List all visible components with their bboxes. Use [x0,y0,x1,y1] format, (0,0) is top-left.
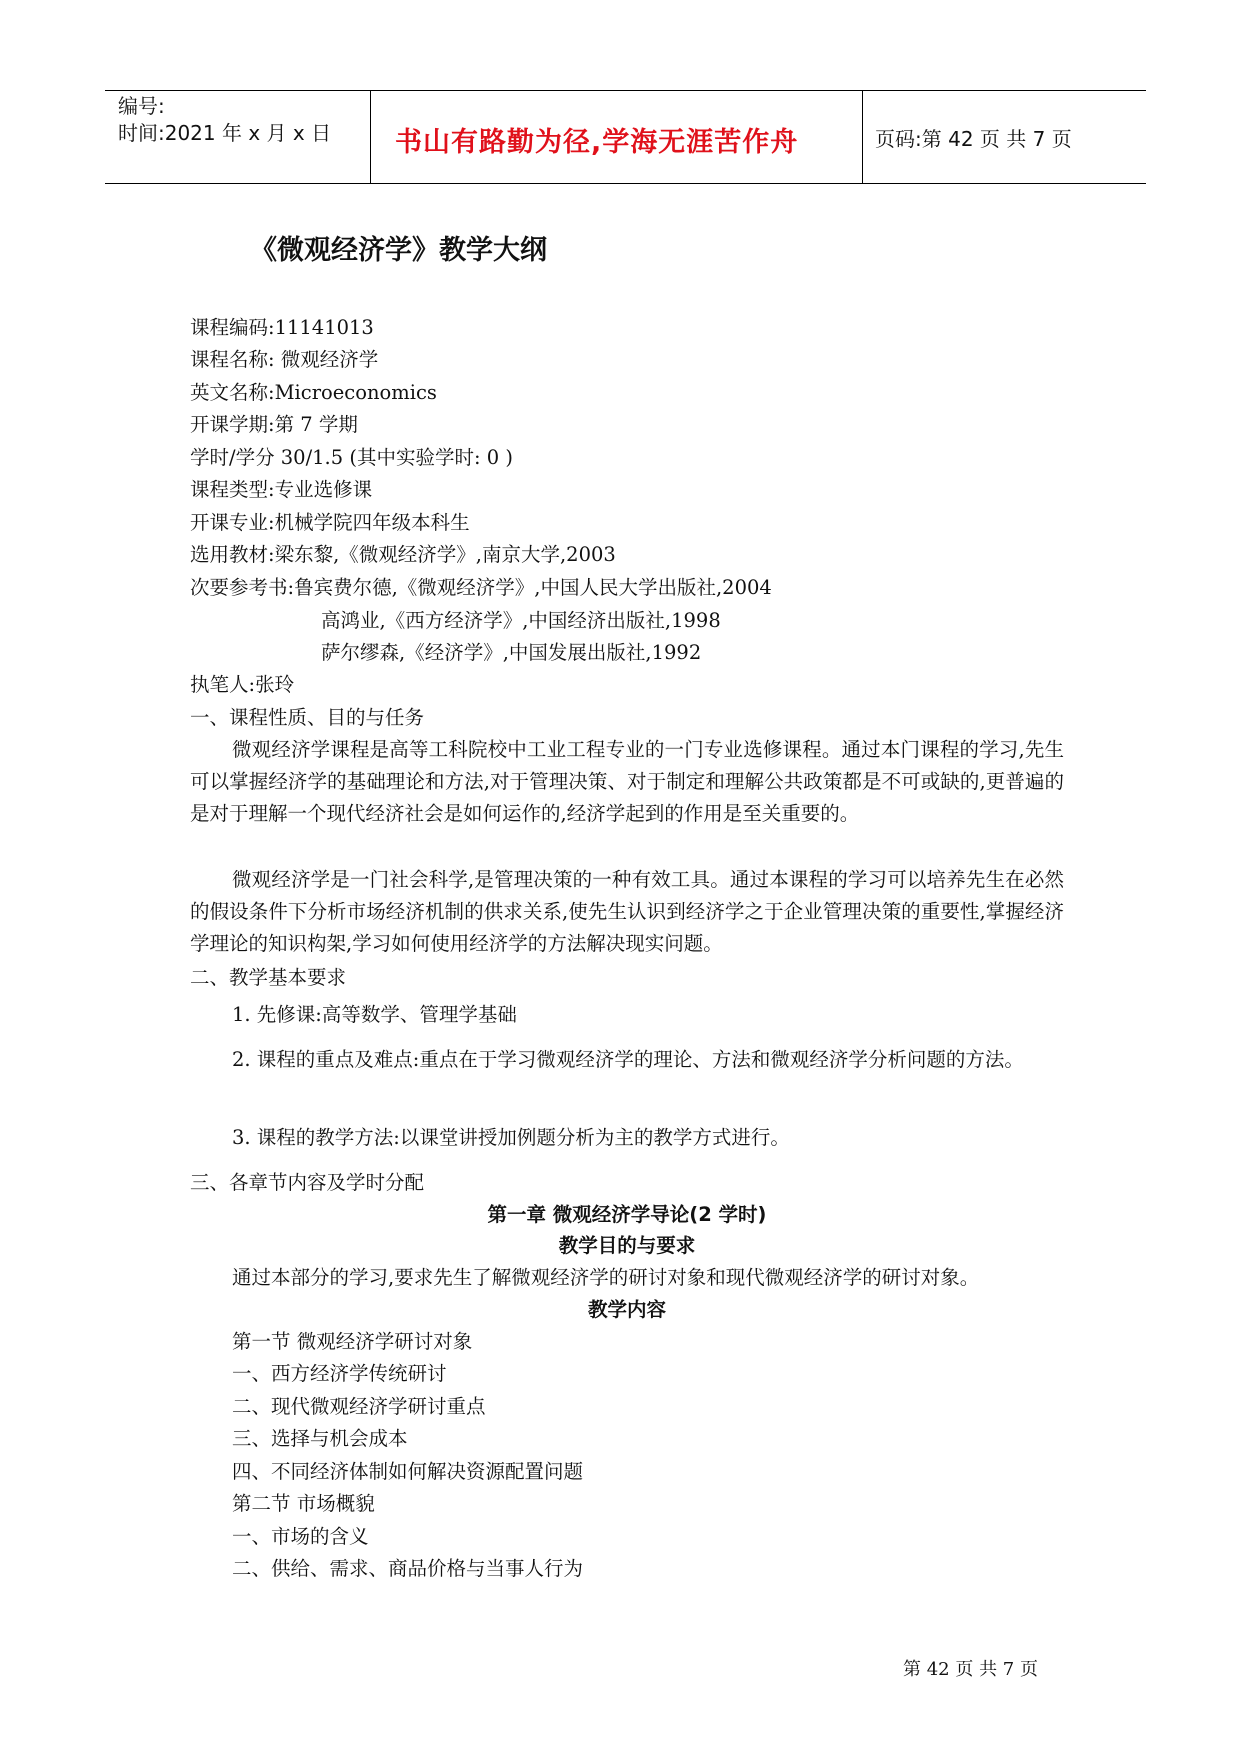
course-major: 开课专业:机械学院四年级本科生 [190,511,470,534]
reference-1: 次要参考书:鲁宾费尔德,《微观经济学》,中国人民大学出版社,2004 [190,576,772,599]
teaching-goals-text: 通过本部分的学习,要求先生了解微观经济学的研讨对象和现代微观经济学的研讨对象。 [232,1266,980,1289]
requirement-2: 2. 课程的重点及难点:重点在于学习微观经济学的理论、方法和微观经济学分析问题的方法。 [232,1048,1024,1071]
content-item: 四、不同经济体制如何解决资源配置问题 [232,1460,584,1483]
page-footer: 第 42 页 共 7 页 [903,1659,1038,1680]
header-divider-right [862,90,863,184]
header-motto: 书山有路勤为径,学海无涯苦作舟 [395,127,799,158]
document-title: 《微观经济学》教学大纲 [250,235,547,266]
content-item: 第二节 市场概貌 [232,1492,375,1515]
requirement-3: 3. 课程的教学方法:以课堂讲授加例题分析为主的教学方式进行。 [232,1126,790,1149]
header-page-label: 页码:第 42 页 共 7 页 [875,127,1072,151]
section-1-heading: 一、课程性质、目的与任务 [190,706,425,729]
course-name: 课程名称: 微观经济学 [190,348,379,371]
header-top-rule [105,90,1146,91]
teaching-content-heading: 教学内容 [587,1298,666,1321]
textbook: 选用教材:梁东黎,《微观经济学》,南京大学,2003 [190,543,616,566]
header-time-label: 时间:2021 年 x 月 x 日 [118,121,332,145]
semester: 开课学期:第 7 学期 [190,413,358,436]
section-1-paragraph-1: 微观经济学课程是高等工科院校中工业工程专业的一门专业选修课程。通过本门课程的学习,先生可以掌握经济学的基础理论和方法,对于管理决策、对于制定和理解公共政策都是不可或缺的,更普遍的是对于理解一个现代经济社会是如何运作的,经济学起到的作用是至关重要的。 [190,738,1064,825]
course-type: 课程类型:专业选修课 [190,478,373,501]
header-divider-left [370,90,371,184]
content-item: 二、供给、需求、商品价格与当事人行为 [232,1557,584,1580]
section-1-paragraph-2: 微观经济学是一门社会科学,是管理决策的一种有效工具。通过本课程的学习可以培养先生在必然的假设条件下分析市场经济机制的供求关系,使先生认识到经济学之于企业管理决策的重要性,掌握经济学理论的知识构架,学习如何使用经济学的方法解决现实问题。 [190,868,1064,955]
header-bottom-rule [105,183,1146,184]
author: 执笔人:张玲 [190,673,295,696]
english-name: 英文名称:Microeconomics [190,381,437,404]
reference-2: 高鸿业,《西方经济学》,中国经济出版社,1998 [321,609,721,632]
chapter-1-title: 第一章 微观经济学导论(2 学时) [487,1203,767,1226]
requirement-1: 1. 先修课:高等数学、管理学基础 [232,1003,517,1026]
teaching-goals-heading: 教学目的与要求 [558,1234,696,1257]
section-3-heading: 三、各章节内容及学时分配 [190,1171,425,1194]
content-item: 二、现代微观经济学研讨重点 [232,1395,486,1418]
content-item: 一、市场的含义 [232,1525,369,1548]
reference-3: 萨尔缪森,《经济学》,中国发展出版社,1992 [321,641,702,664]
content-item: 一、西方经济学传统研讨 [232,1362,447,1385]
course-code: 课程编码:11141013 [190,316,374,339]
content-item: 第一节 微观经济学研讨对象 [232,1330,473,1353]
header-code-label: 编号: [118,94,165,118]
content-item: 三、选择与机会成本 [232,1427,408,1450]
hours-credits: 学时/学分 30/1.5 (其中实验学时: 0 ) [190,446,513,469]
section-2-heading: 二、教学基本要求 [190,966,347,989]
